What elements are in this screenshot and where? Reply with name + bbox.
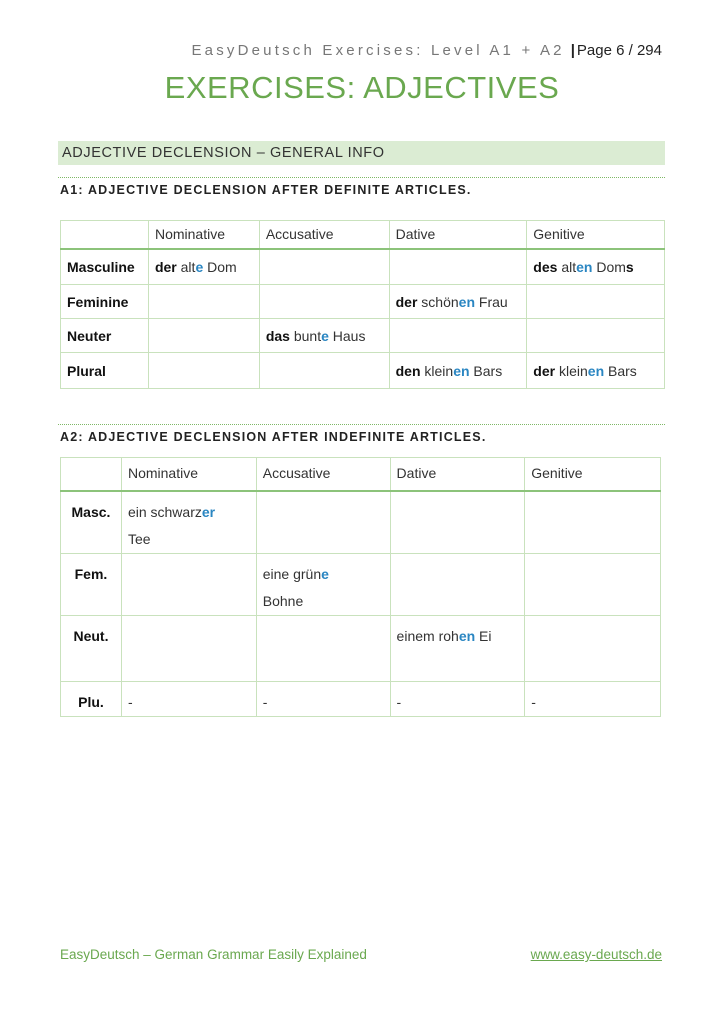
noun-text: Bars: [608, 362, 637, 379]
table-indefinite-articles: [60, 457, 661, 717]
page-number: Page 6 / 294: [576, 42, 662, 59]
noun-text: Frau: [478, 293, 508, 310]
noun-ending: s: [625, 258, 634, 275]
col-header: Dative: [390, 458, 525, 491]
table-row: [61, 353, 665, 389]
table-cell: [390, 553, 525, 615]
table-cell: [148, 353, 259, 389]
table-cell: [390, 615, 525, 681]
article-text: das: [265, 327, 290, 344]
noun-text: Dom: [207, 258, 237, 275]
adjective-ending: e: [195, 258, 204, 275]
adjective-ending: er: [201, 503, 216, 520]
corner-cell: [61, 458, 122, 491]
section-heading: ADJECTIVE DECLENSION – GENERAL INFO: [58, 141, 665, 165]
adjective-ending: e: [321, 327, 329, 344]
col-header: Accusative: [256, 458, 390, 491]
adjective-ending: en: [458, 627, 476, 644]
article-text: der: [533, 362, 556, 379]
table-header-row: [61, 221, 665, 249]
adjective-stem: alt: [180, 258, 196, 275]
article-text: des: [533, 258, 558, 275]
table-cell: [148, 319, 259, 353]
table-cell: [527, 249, 665, 285]
adjective-stem: bunt: [293, 327, 322, 344]
noun-text: Dom: [596, 258, 626, 275]
table-cell: [256, 615, 390, 681]
adjective-ending: en: [453, 362, 470, 379]
divider-a2: [58, 424, 665, 425]
table-definite-articles: [60, 220, 665, 389]
table-cell: [121, 615, 256, 681]
table-row: [61, 319, 665, 353]
row-label: Masc.: [61, 491, 122, 554]
noun-text: Tee: [127, 530, 151, 547]
corner-cell: [61, 221, 149, 249]
table-cell: [259, 249, 389, 285]
adjective-stem: klein: [424, 362, 454, 379]
table-row: [61, 553, 661, 615]
table-cell: [525, 615, 661, 681]
table-cell: [389, 319, 527, 353]
phrase-start: einem roh: [396, 627, 459, 644]
table-cell: [525, 491, 661, 554]
article-text: der: [395, 293, 418, 310]
row-label: Feminine: [61, 285, 149, 319]
col-header: Nominative: [121, 458, 256, 491]
row-label: Plural: [61, 353, 149, 389]
table-cell: [256, 681, 390, 716]
empty-dash: -: [262, 693, 268, 710]
adjective-ending: en: [458, 293, 475, 310]
row-label: Fem.: [61, 553, 122, 615]
table-cell: [527, 353, 665, 389]
table-row: [61, 249, 665, 285]
empty-dash: -: [396, 693, 402, 710]
noun-text: Ei: [475, 627, 492, 644]
adjective-ending: e: [321, 565, 329, 582]
table-cell: [148, 285, 259, 319]
table-cell: [256, 491, 390, 554]
a2-heading: A2: ADJECTIVE DECLENSION AFTER INDEFINITE ARTICLES.: [60, 430, 487, 444]
table-cell: [390, 681, 525, 716]
table-cell: [121, 681, 256, 716]
row-label: Neut.: [61, 615, 122, 681]
table-cell: [389, 353, 527, 389]
a1-heading: A1: ADJECTIVE DECLENSION AFTER DEFINITE ARTICLES.: [60, 183, 472, 197]
divider-a1: [58, 177, 665, 178]
table-row: [61, 491, 661, 554]
page-title: EXERCISES: ADJECTIVES: [164, 70, 560, 105]
table-header-row: [61, 458, 661, 491]
adjective-ending: en: [587, 362, 605, 379]
col-header: Genitive: [527, 221, 665, 249]
footer-website-link[interactable]: www.easy-deutsch.de: [530, 947, 662, 962]
table-cell: [390, 491, 525, 554]
table-cell: [527, 319, 665, 353]
header-separator: |: [570, 42, 575, 59]
noun-text: Haus: [332, 327, 366, 344]
empty-dash: -: [531, 693, 536, 710]
page-header: [191, 42, 662, 59]
adjective-stem: alt: [561, 258, 577, 275]
row-label: Neuter: [61, 319, 149, 353]
table-cell: [525, 681, 661, 716]
table-cell: [121, 553, 256, 615]
article-text: der: [154, 258, 177, 275]
footer-tagline: EasyDeutsch – German Grammar Easily Explained: [60, 947, 367, 962]
table-cell: [148, 249, 259, 285]
table-cell: [259, 285, 389, 319]
adjective-stem: klein: [558, 362, 588, 379]
table-cell: [259, 353, 389, 389]
col-header: Nominative: [148, 221, 259, 249]
noun-text: Bars: [473, 362, 503, 379]
table-cell: [256, 553, 390, 615]
phrase-start: ein schwarz: [127, 503, 202, 520]
header-series: EasyDeutsch Exercises: Level A1 + A2: [191, 42, 565, 59]
row-label: Plu.: [61, 681, 122, 716]
table-row: [61, 615, 661, 681]
adjective-stem: schön: [421, 293, 459, 310]
table-row: [61, 681, 661, 716]
adjective-ending: en: [576, 258, 593, 275]
col-header: Accusative: [259, 221, 389, 249]
row-label: Masculine: [61, 249, 149, 285]
table-cell: [527, 285, 665, 319]
col-header: Genitive: [525, 458, 661, 491]
phrase-start: eine grün: [262, 565, 322, 582]
table-cell: [389, 249, 527, 285]
empty-dash: -: [127, 693, 133, 710]
table-cell: [121, 491, 256, 554]
table-cell: [525, 553, 661, 615]
article-text: den: [395, 362, 421, 379]
table-row: [61, 285, 665, 319]
table-cell: [389, 285, 527, 319]
table-cell: [259, 319, 389, 353]
col-header: Dative: [389, 221, 527, 249]
noun-text: Bohne: [262, 592, 304, 609]
